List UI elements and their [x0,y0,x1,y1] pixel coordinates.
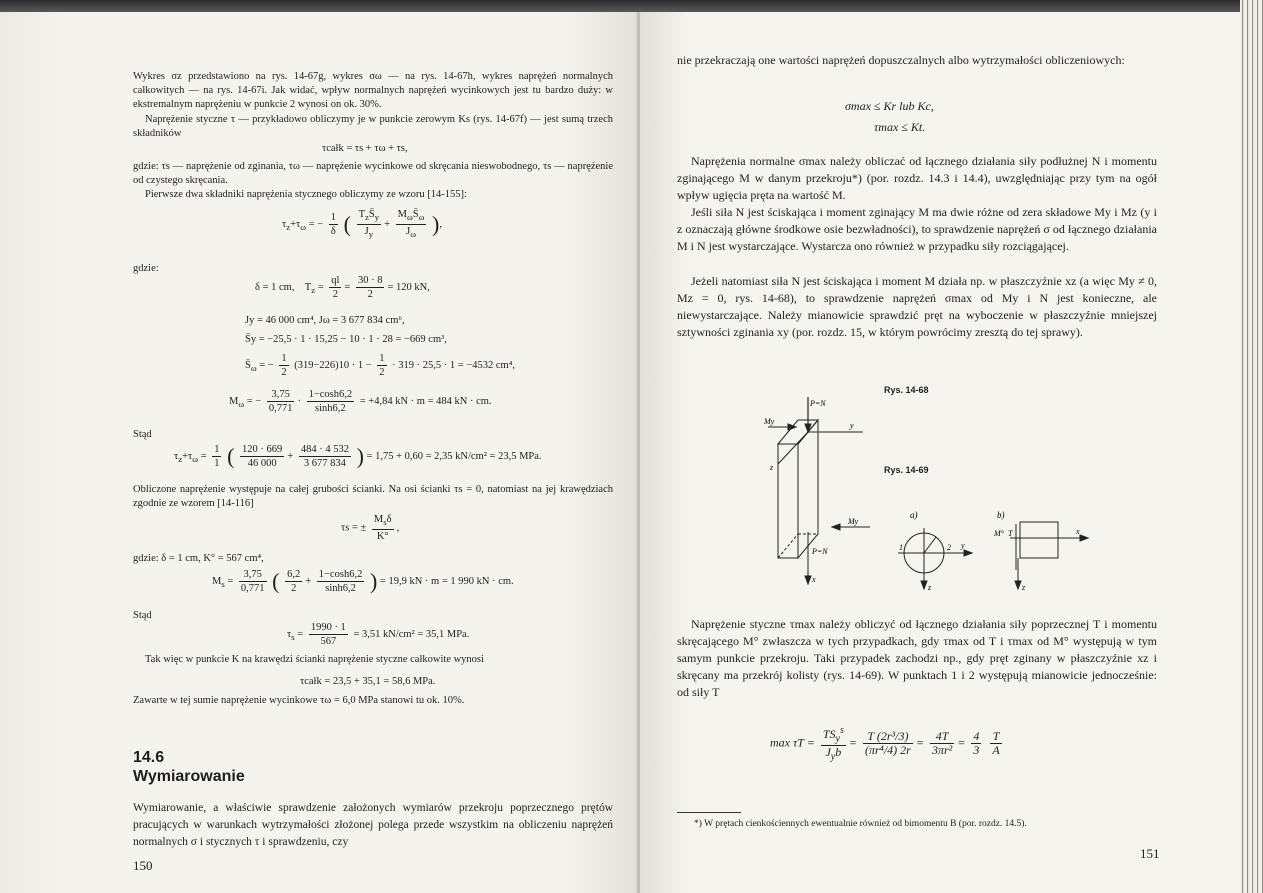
fig-label: x [1076,527,1080,536]
equation-sy: S̄y = −25,5 · 1 · 15,25 − 10 · 1 · 28 = −669 cm³, [245,334,447,345]
equation-taus: τs = ± $\frac{M_s\delta}{K^\circ}$ , [341,514,400,543]
paragraph: Naprężenia normalne σmax należy obliczać od łącznego działania siły podłużnej N i momentu zginającego M w danym przekroju*) (por. rozdz. 14.3 i 14.4), uwzględniając przy tym na ogół wpływ ugięcia pręta na wartość M. [677,154,1157,202]
fig-label: z [928,583,932,592]
paragraph: Obliczone naprężenie występuje na całej grubości ścianki. Na osi ścianki τs = 0, natomiast na jej krawędziach zgodnie ze wzorem [14-116] [133,484,613,509]
paragraph: nie przekraczają one wartości naprężeń dopuszczalnych albo wytrzymałości obliczeniowych: [677,53,1125,67]
fig-label: P=N [812,547,828,556]
paragraph: Naprężenie styczne τ — przykładowo obliczymy je w punkcie zerowym Ks (rys. 14-67f) — jest sumą trzech składników [133,114,613,139]
footnote-rule [677,812,741,813]
fig-label: P=N [810,399,826,408]
equation-tz: δ = 1 cm, $T_z$ = $\frac{ql}{2}$ = $\frac{30 \cdot 8}{2}$ = 120 kN, [255,275,430,300]
fig-label: T [1008,529,1013,538]
paragraph: Naprężenie styczne τmax należy obliczyć od łącznego działania siły poprzecznej T i momentu skręcającego M° zwłaszcza w tych przypadkach, gdy τmax od T i τmax od M° występują w tym samym punkcie przekroju. Taki przypadek zachodzi np., gdy pręt zginany w płaszczyźnie xz i skręcany ma przekrój kolisty (rys. 14-69). W punktach 1 i 2 występują mianowicie jednocześnie: od siły T [677,617,1157,699]
equation-mw: $M_\omega$ = − $\frac{3,75}{0,771}$ · $\frac{1-\cosh 6,2}{\sinh 6,2}$ = +4,84 kN · m = 484 kN · cm. [229,389,492,414]
figure-caption: Rys. 14-68 [884,385,929,395]
fig-label: My [764,417,775,426]
right-page [640,12,1240,893]
paragraph: Jeśli siła N jest ściskająca i moment zginający M ma dwie różne od zera składowe My i Mz (y i z oznaczają główne środkowe osie bezwładności), to sprawdzenie naprężeń σ od łącznego działania M i N jest wystarczające. Wystarcza ono również w przypadku siły rozciągającej. [677,205,1157,253]
equation-tau-max: max τT = $\frac{TS_y^s}{J_yb}$ = $\frac{\text{T (2r³/3)}}{\text{(πr⁴/4) 2r}}$ = $\frac{4T}{\text{3πr²}}$ = $\frac{4}{3}$ $\frac{T}{A}$ [770,725,1000,763]
paragraph: gdzie: δ = 1 cm, K° = 567 cm⁴, [133,553,264,564]
paragraph: Zawarte w tej sumie naprężenie wycinkowe τω = 6,0 MPa stanowi tu ok. 10%. [133,695,465,706]
equation-sw: $S̄_\omega$ = − $\frac{1}{2}$ (319−226)10 · 1 − $\frac{1}{2}$ · 319 · 25,5 · 1 = −4532 cm⁴, [245,353,515,378]
fig-label: M° [994,529,1004,538]
fig-label: b) [997,510,1005,520]
page-edges [1240,0,1263,893]
fig-label: a) [910,510,918,520]
equation-taus-value: $\tau_s$ = $\frac{1990 \cdot 1}{567}$ = 3,51 kN/cm² = 35,1 MPa. [287,622,470,647]
fig-label: y [961,541,965,550]
paragraph: Pierwsze dwa składniki naprężenia stycznego obliczymy ze wzoru [14-155]: [145,189,467,200]
equation: τmax ≤ Kt. [874,120,926,134]
label-gdzie: gdzie: [133,263,159,274]
equation: σmax ≤ Kr lub Kc, [845,99,934,113]
paragraph: gdzie: τs — naprężenie od zginania, τω — naprężenie wycinkowe od skręcania nieswobodnego, τs — naprężenie od czystego skręcania. [133,161,613,186]
label-stad: Stąd [133,429,152,440]
paragraph: Jeżeli natomiast siła N jest ściskająca i moment M działa np. w płaszczyźnie xz (a więc My ≠ 0, Mz = 0, rys. 14-68), to sprawdzenie naprężeń σmax od My i N jest konieczne, ale niewystarczające. Należy mianowicie sprawdzić pręt na wyboczenie w płaszczyźnie mniejszej sztywności zginania xy (por. rozdz. 15, w którym powrócimy zresztą do tej sprawy). [677,274,1157,339]
equation-total: τcałk = 23,5 + 35,1 = 58,6 MPa. [300,676,436,687]
fig-label: x [812,575,816,584]
equation-moments-inertia: Jy = 46 000 cm⁴, Jω = 3 677 834 cm⁶, [245,315,405,326]
paragraph: Tak więc w punkcie K na krawędzi ścianki naprężenie styczne całkowite wynosi [145,654,484,665]
section-number: 14.6 [133,749,165,766]
figures-14-68-14-69 [758,372,1078,602]
fig-label: My [848,517,859,526]
page-number: 150 [133,858,153,873]
equation-ms: $M_s$ = $\frac{3,75}{0,771}$ ( $\frac{6,2}{2}$ + $\frac{1-\cosh 6,2}{\sinh 6,2}$ ) = 19,9 kN · m = 1 990 kN · cm. [212,568,514,594]
fig-label: z [770,463,774,472]
fig-label: z [1022,583,1026,592]
fig-label: y [850,421,854,430]
footnote: *) W prętach cienkościennych ewentualnie również od bimomentu B (por. rozdz. 14.5). [694,819,1027,829]
paragraph: Wykres σz przedstawiono na rys. 14-67g, wykres σω — na rys. 14-67h, wykres naprężeń normalnych całkowitych — na rys. 14-67i. Jak widać, wpływ normalnych naprężeń wycinkowych jest tu bardzo duży: w ekstremalnym naprężeniu w punkcie 2 wynosi on ok. 30%. [133,71,613,110]
page-number: 151 [1140,846,1160,861]
left-page [0,12,640,893]
paragraph: Wymiarowanie, a właściwie sprawdzenie założonych wymiarów przekroju poprzecznego prętów pracujących w warunkach wytrzymałości złożonej polega przede wszystkim na obliczeniu naprężeń normalnych σ i stycznych τ i sprawdzeniu, czy [133,802,613,848]
equation-tau-sum: $\tau_z+\tau_\omega$ = − $\frac{1}{\delta}$ ( $\frac{T_zS̄_y}{J_y}$ + $\frac{M_\omega S̄_\omega}{J_\omega}$ ), [282,209,442,240]
equation-tau-value: $\tau_z+\tau_\omega$ = $\frac{1}{1}$ ( $\frac{120 \cdot 669}{46 000}$ + $\frac{484 \cdot 4 532}{3 677 834}$ ) = 1,75 + 0,60 = 2,35 kN/cm² = 23,5 MPa. [174,443,542,469]
fig-label: 1 [899,543,903,552]
label-stad: Stąd [133,610,152,621]
fig-label: 2 [947,543,951,552]
figure-caption: Rys. 14-69 [884,465,929,475]
equation: τcałk = τs + τω + τs, [322,143,408,154]
circle-section-figure [898,528,972,589]
section-title: Wymiarowanie [133,768,245,785]
